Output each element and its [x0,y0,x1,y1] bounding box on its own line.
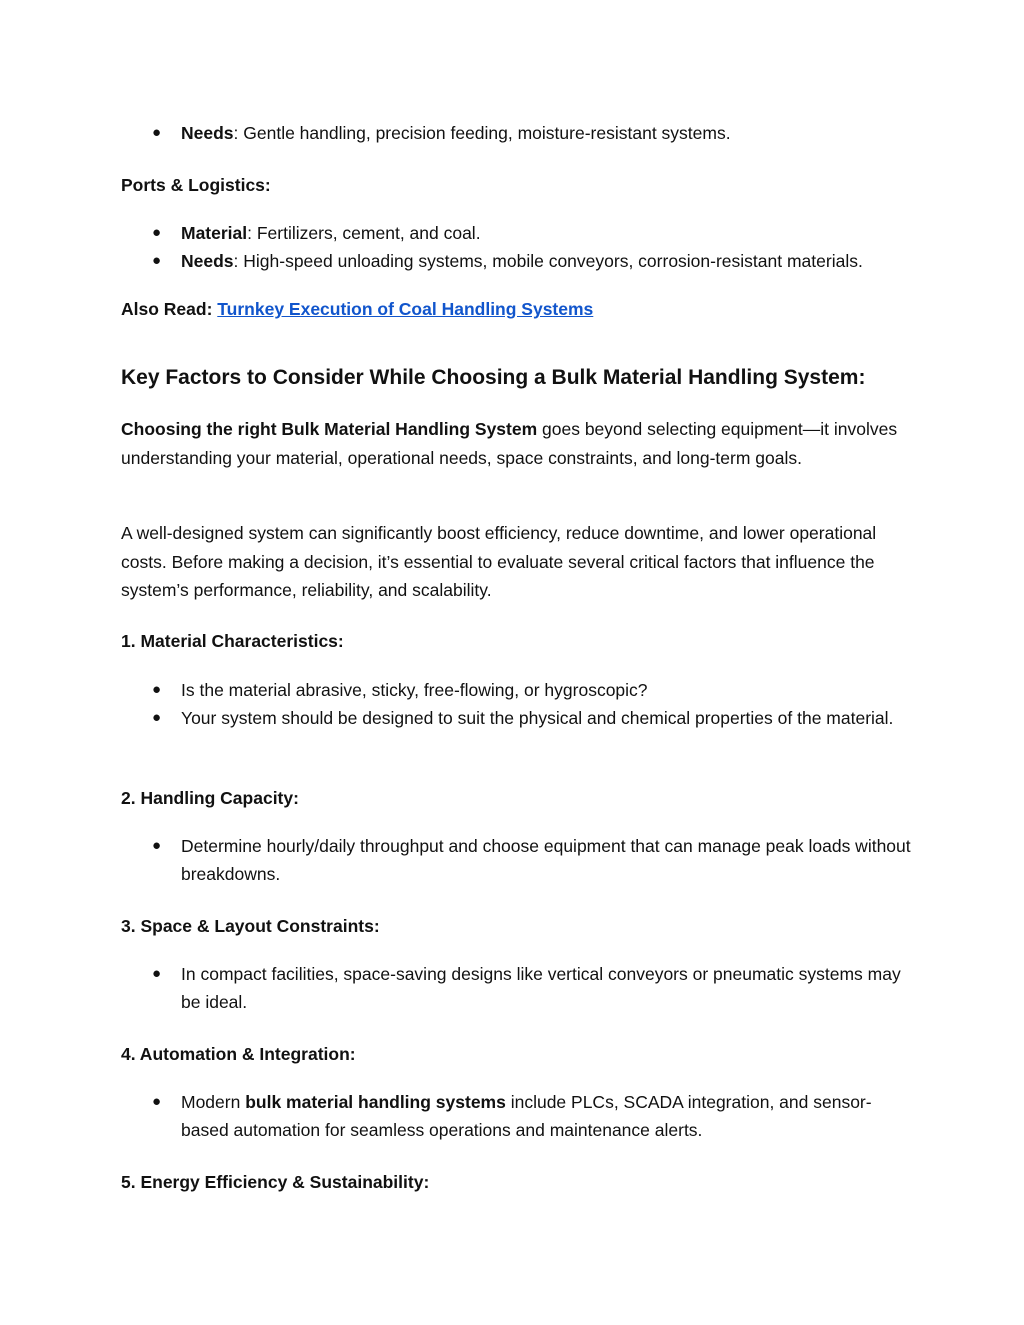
factor-heading: 1. Material Characteristics: [121,631,344,651]
list-item-text-post: include PLCs, SCADA integration, and sensor-based automation for seamless operations and maintenance alerts. [181,1092,872,1140]
ports-heading: Ports & Logistics: [121,175,271,195]
needs-text: : Gentle handling, precision feeding, moisture-resistant systems. [233,123,731,143]
factor-heading: 3. Space & Layout Constraints: [121,916,380,936]
factor-heading: 4. Automation & Integration: [121,1044,356,1064]
needs-label: Needs [181,123,234,143]
bullet-icon: ● [152,252,162,269]
material-text: : Fertilizers, cement, and coal. [247,223,481,243]
intro-text: goes beyond selecting equipment—it involves understanding your material, operational needs, space constraints, and long-term goals. [121,419,898,468]
also-read-link[interactable]: Turnkey Execution of Coal Handling Systems [217,299,594,319]
list-item-text: Determine hourly/daily throughput and choose equipment that can manage peak loads without breakdowns. [181,836,911,884]
needs-text: : High-speed unloading systems, mobile conveyors, corrosion-resistant materials. [233,251,863,271]
list-item-text-pre: Modern [181,1092,246,1112]
material-label: Material [181,223,248,243]
bullet-icon: ● [152,837,162,854]
list-item-bold: bulk material handling systems [245,1092,506,1112]
second-paragraph: A well-designed system can significantly boost efficiency, reduce downtime, and lower operational costs. Before making a decision, it’s essential to evaluate several critical factors that influence the system’s performance, reliability, and scalability. [121,523,877,600]
intro-bold: Choosing the right Bulk Material Handling System [121,419,538,439]
also-read-label: Also Read: [121,299,218,319]
list-item-text: Is the material abrasive, sticky, free-flowing, or hygroscopic? [181,680,648,700]
intro-paragraph [121,415,911,472]
also-read [121,295,593,323]
bullet-icon: ● [152,224,162,241]
factor-heading: 5. Energy Efficiency & Sustainability: [121,1172,430,1192]
bullet-icon: ● [152,1093,162,1110]
bullet-icon: ● [152,124,162,141]
factor-heading: 2. Handling Capacity: [121,788,299,808]
list-item-text: Your system should be designed to suit the physical and chemical properties of the material. [181,708,894,728]
list-item-text: In compact facilities, space-saving designs like vertical conveyors or pneumatic systems may be ideal. [181,964,901,1012]
needs-label: Needs [181,251,234,271]
bullet-icon: ● [152,709,162,726]
bullet-icon: ● [152,965,162,982]
bullet-icon: ● [152,681,162,698]
section-title: Key Factors to Consider While Choosing a Bulk Material Handling System: [121,366,866,389]
